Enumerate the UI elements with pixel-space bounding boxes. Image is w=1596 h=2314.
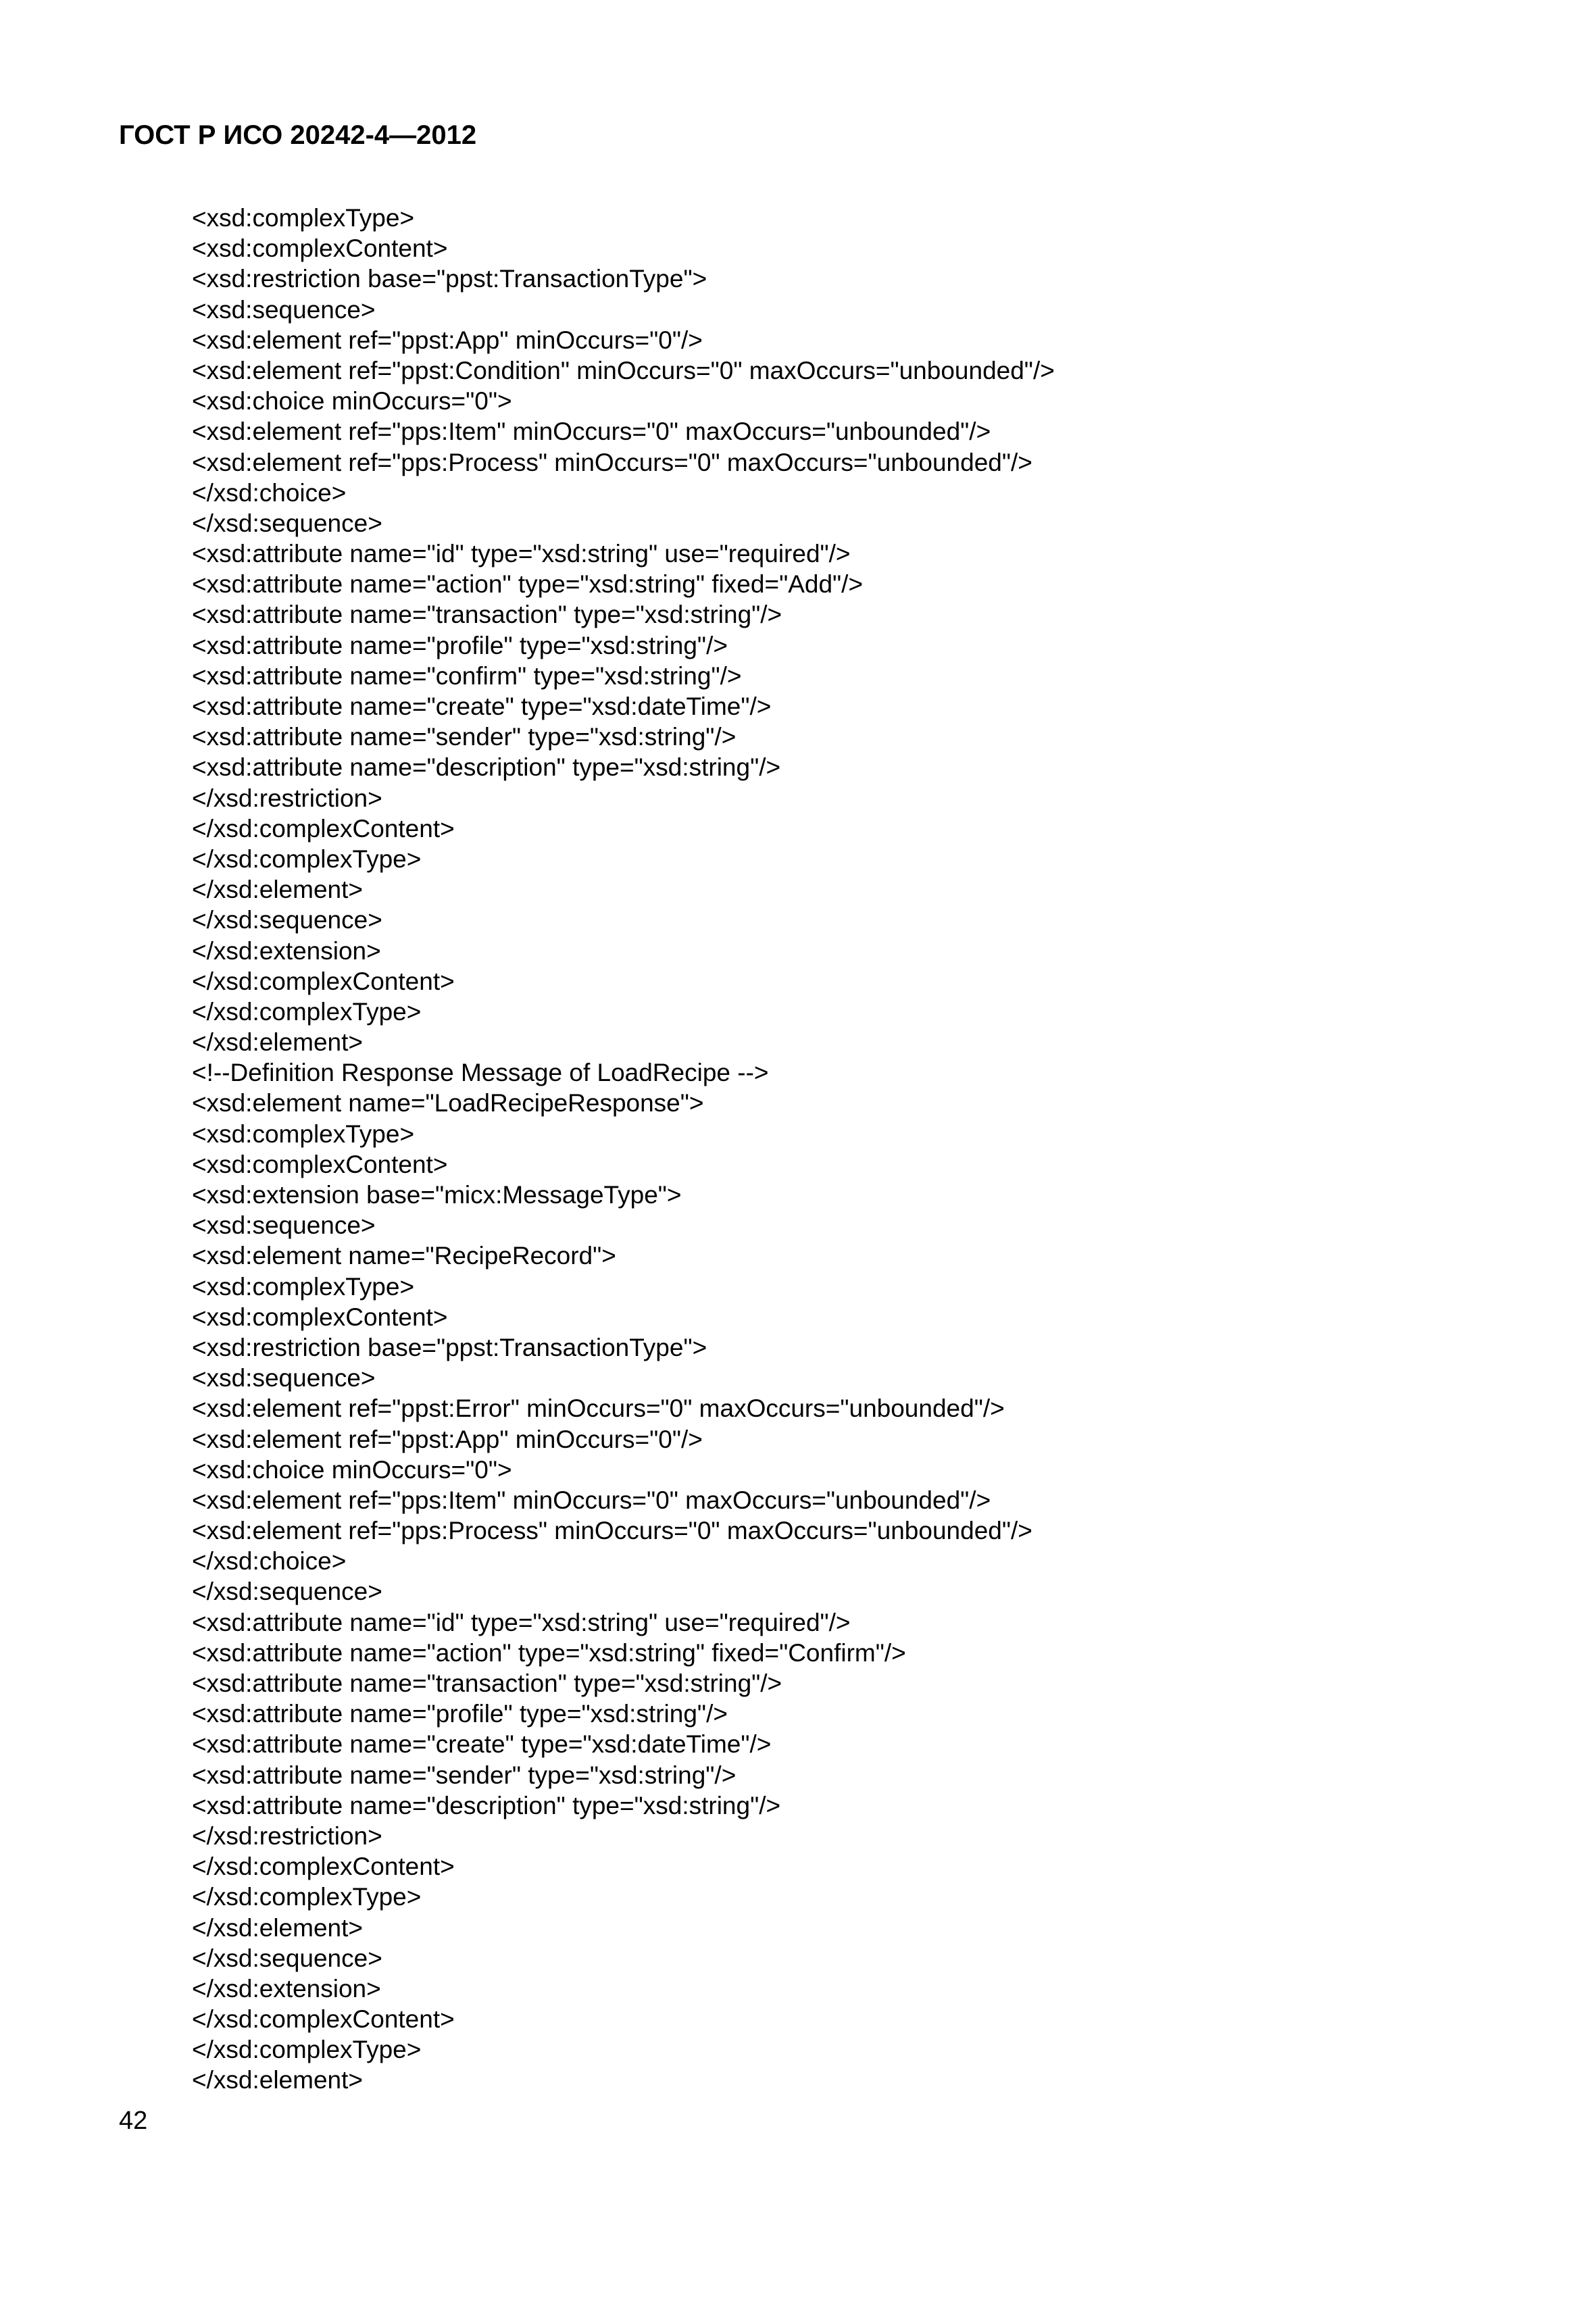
code-line: <xsd:attribute name="id" type="xsd:string" use="required"/> <box>192 1608 851 1636</box>
code-line: <xsd:restriction base="ppst:TransactionType"> <box>192 1333 707 1361</box>
code-line: </xsd:sequence> <box>192 1578 382 1606</box>
code-line: </xsd:complexType> <box>192 2036 422 2064</box>
code-line: </xsd:complexContent> <box>192 2005 455 2034</box>
code-line: <xsd:attribute name="create" type="xsd:dateTime"/> <box>192 693 772 720</box>
code-line: </xsd:choice> <box>192 1547 347 1576</box>
code-line: <xsd:attribute name="action" type="xsd:string" fixed="Confirm"/> <box>192 1638 906 1667</box>
code-line: <xsd:sequence> <box>192 295 376 324</box>
code-line: <xsd:element ref="ppst:Condition" minOccurs="0" maxOccurs="unbounded"/> <box>192 356 1055 384</box>
code-line: <xsd:element ref="pps:Process" minOccurs="0" maxOccurs="unbounded"/> <box>192 448 1032 476</box>
xsd-code-listing <box>192 203 1476 2096</box>
code-line: </xsd:extension> <box>192 936 381 965</box>
code-line: <xsd:attribute name="id" type="xsd:string" use="required"/> <box>192 540 851 568</box>
code-line: <xsd:complexContent> <box>192 234 448 263</box>
code-line: <xsd:element name="LoadRecipeResponse"> <box>192 1089 704 1117</box>
code-line: </xsd:restriction> <box>192 1821 382 1850</box>
code-line: <xsd:choice minOccurs="0"> <box>192 387 512 416</box>
code-line: </xsd:element> <box>192 2066 363 2094</box>
code-line: </xsd:sequence> <box>192 906 382 934</box>
code-line: </xsd:restriction> <box>192 784 382 812</box>
code-line: </xsd:element> <box>192 1913 363 1942</box>
code-line: <!--Definition Response Message of LoadRecipe --> <box>192 1059 769 1087</box>
code-line: <xsd:sequence> <box>192 1364 376 1392</box>
code-line: </xsd:complexType> <box>192 997 422 1026</box>
code-line: <xsd:sequence> <box>192 1211 376 1240</box>
code-line: <xsd:attribute name="sender" type="xsd:string"/> <box>192 723 737 751</box>
code-line: </xsd:choice> <box>192 478 347 507</box>
code-line: </xsd:complexContent> <box>192 967 455 995</box>
code-line: <xsd:element ref="ppst:Error" minOccurs="0" maxOccurs="unbounded"/> <box>192 1394 1005 1423</box>
code-line: <xsd:extension base="micx:MessageType"> <box>192 1181 682 1209</box>
code-line: <xsd:element ref="pps:Item" minOccurs="0" maxOccurs="unbounded"/> <box>192 1486 991 1514</box>
code-line: <xsd:attribute name="profile" type="xsd:string"/> <box>192 631 728 659</box>
code-line: <xsd:element ref="pps:Item" minOccurs="0" maxOccurs="unbounded"/> <box>192 418 991 446</box>
code-line: <xsd:restriction base="ppst:TransactionType"> <box>192 265 707 293</box>
code-line: </xsd:sequence> <box>192 509 382 537</box>
code-line: </xsd:extension> <box>192 1974 381 2003</box>
code-line: <xsd:element ref="ppst:App" minOccurs="0"/> <box>192 326 703 354</box>
code-line: <xsd:attribute name="create" type="xsd:dateTime"/> <box>192 1730 772 1759</box>
code-line: </xsd:complexContent> <box>192 1853 455 1881</box>
code-line: <xsd:attribute name="confirm" type="xsd:string"/> <box>192 661 742 690</box>
code-line: </xsd:element> <box>192 876 363 904</box>
code-line: </xsd:complexContent> <box>192 814 455 842</box>
code-line: <xsd:choice minOccurs="0"> <box>192 1455 512 1484</box>
code-line: <xsd:attribute name="transaction" type="xsd:string"/> <box>192 1669 782 1697</box>
code-line: <xsd:complexContent> <box>192 1303 448 1331</box>
code-line: <xsd:complexContent> <box>192 1150 448 1178</box>
standard-designation-header: ГОСТ Р ИСО 20242-4—2012 <box>119 120 477 150</box>
page-number: 42 <box>119 2107 148 2135</box>
code-line: </xsd:complexType> <box>192 845 422 873</box>
code-line: <xsd:attribute name="transaction" type="xsd:string"/> <box>192 601 782 629</box>
code-line: <xsd:element name="RecipeRecord"> <box>192 1242 616 1270</box>
code-line: </xsd:sequence> <box>192 1944 382 1972</box>
code-line: <xsd:attribute name="description" type="xsd:string"/> <box>192 1791 781 1819</box>
code-line: <xsd:element ref="ppst:App" minOccurs="0"/> <box>192 1425 703 1453</box>
code-line: <xsd:attribute name="description" type="xsd:string"/> <box>192 753 781 782</box>
code-line: <xsd:attribute name="action" type="xsd:string" fixed="Add"/> <box>192 570 864 599</box>
code-line: <xsd:complexType> <box>192 1272 415 1301</box>
code-line: <xsd:attribute name="profile" type="xsd:string"/> <box>192 1700 728 1728</box>
code-line: <xsd:complexType> <box>192 204 415 232</box>
code-line: <xsd:attribute name="sender" type="xsd:string"/> <box>192 1761 737 1789</box>
code-line: <xsd:element ref="pps:Process" minOccurs="0" maxOccurs="unbounded"/> <box>192 1517 1032 1545</box>
code-line: <xsd:complexType> <box>192 1120 415 1148</box>
code-line: </xsd:element> <box>192 1028 363 1057</box>
code-line: </xsd:complexType> <box>192 1883 422 1911</box>
